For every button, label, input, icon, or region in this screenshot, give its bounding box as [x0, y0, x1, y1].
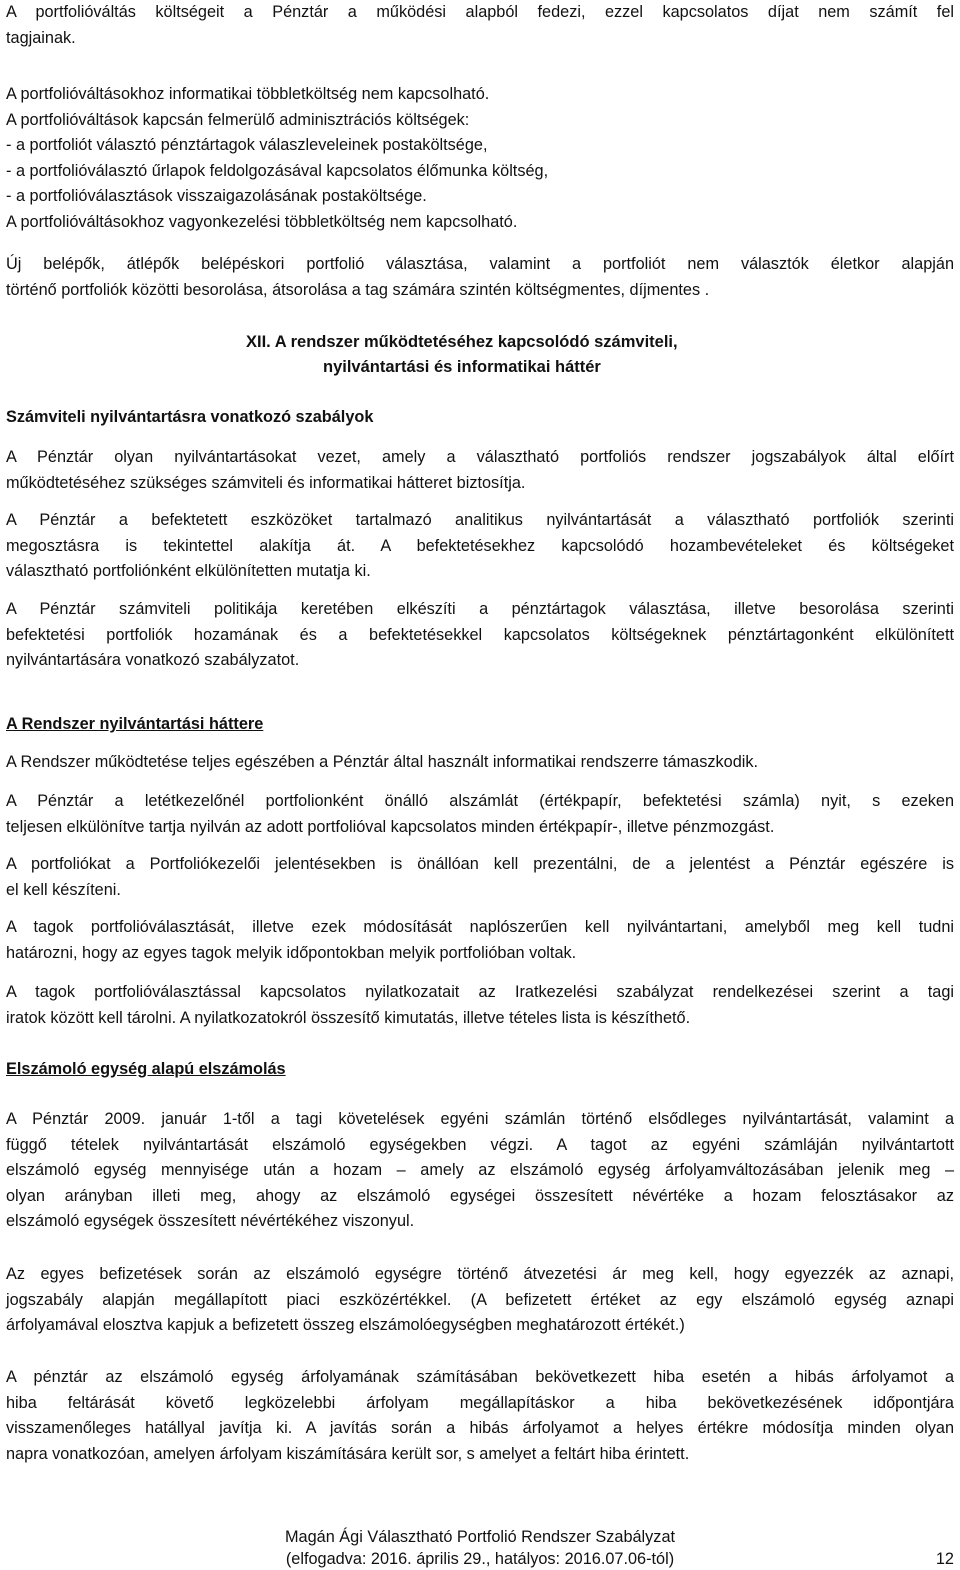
text-line: - a portfoliót választó pénztártagok válaszleveleinek postaköltsége, [6, 136, 488, 154]
text-line: tagjainak. [6, 28, 76, 47]
paragraph-analytics [6, 508, 954, 585]
text-line: A Rendszer működtetése teljes egészében a Pénztár által használt informatikai rendszerre támaszkodik. [6, 753, 759, 771]
page-footer [0, 1526, 960, 1570]
paragraph-reports [6, 852, 954, 903]
text-line: A portfolióváltások kapcsán felmerülő adminisztrációs költségek: [6, 110, 470, 129]
chapter-title [246, 330, 746, 380]
text-line: A portfolióváltás költségeit a Pénztár a működési alapból fedezi, ezzel kapcsolatos díjat nem számít fel [6, 3, 954, 21]
text-line: - a portfolióválasztások visszaigazolásának postaköltsége. [6, 187, 427, 205]
text-line: iratok között kell tárolni. A nyilatkozatokról összesítő kimutatás, illetve tételes lista is készíthető. [6, 1008, 691, 1027]
text-line: A tagok portfolióválasztással kapcsolatos nyilatkozatait az Iratkezelési szabályzat rendelkezései szerint a tagi [6, 983, 954, 1001]
text-line: A tagok portfolióválasztását, illetve ezek módosítását naplószerűen kell nyilvántartani, amelyből meg kell tudni [6, 918, 954, 936]
footer-dates: (elfogadva: 2016. április 29., hatályos: 2016.07.06-tól) [285, 1550, 675, 1568]
paragraph-portfolio-switch-cost [6, 0, 954, 51]
text-line: elszámoló egységek összesített névértékéhez viszonyul. [6, 1212, 415, 1230]
text-line: el kell készíteni. [6, 880, 121, 899]
chapter-title-line-2: nyilvántartási és informatikai háttér [323, 358, 601, 376]
paragraph-accounting-policy [6, 597, 954, 674]
paragraph-records [6, 445, 954, 496]
text-line: A portfolióváltásokhoz informatikai többletköltség nem kapcsolható. [6, 85, 490, 103]
text-line: A Pénztár számviteli politikája keretében elkészíti a pénztártagok választása, illetve besorolása szerinti [6, 600, 954, 618]
footer-title: Magán Ági Választható Portfolió Rendszer Szabályzat [284, 1528, 676, 1546]
paragraph-it-system [6, 750, 954, 776]
text-line: nyilvántartására vonatkozó szabályzatot. [6, 651, 300, 669]
paragraph-correction [6, 1365, 954, 1467]
paragraph-member-log [6, 915, 954, 966]
text-line: visszamenőleges hatállyal javítja ki. A javítás során a hibás árfolyamot a helyes értékre módosítja minden olyan [6, 1419, 954, 1437]
text-line: határozni, hogy az egyes tagok melyik időpontokban melyik portfolióban voltak. [6, 943, 577, 962]
text-line: teljesen elkülönítve tartja nyilván az adott portfolióval kapcsolatos minden értékpapír-, illetve pénzmozgást. [6, 817, 775, 836]
text-line: megosztásra is tekintettel alakítja át. A befektetésekhez kapcsolódó hozambevételeket és költségeket [6, 536, 954, 555]
paragraph-payments [6, 1262, 954, 1339]
text-line: működtetéséhez szükséges számviteli és informatikai hátteret biztosítja. [6, 473, 526, 492]
paragraph-custodian [6, 789, 954, 840]
text-line: A portfolióváltásokhoz vagyonkezelési többletköltség nem kapcsolható. [6, 212, 518, 231]
heading-accounting-rules: Számviteli nyilvántartásra vonatkozó szabályok [6, 408, 374, 426]
text-line: befektetési portfoliók hozamának és a befektetésekkel kapcsolatos költségeknek pénztártagonként elkülönített [6, 625, 954, 644]
page-number: 12 [935, 1550, 954, 1568]
text-line: A Pénztár a befektetett eszközöket tartalmazó analitikus nyilvántartását a választható portfoliók szerinti [6, 511, 954, 529]
text-line: történő portfoliók közötti besorolása, átsorolása a tag számára szintén költségmentes, díjmentes . [6, 280, 710, 299]
paragraph-units [6, 1107, 954, 1235]
text-line: választható portfoliónként elkülönítetten mutatja ki. [6, 562, 371, 580]
text-line: Új belépők, átlépők belépéskori portfolió választása, valamint a portfoliót nem választók életkor alapján [6, 255, 954, 273]
text-line: függő tételek nyilvántartását elszámoló egységekben végzi. A tagot az egyéni számláján nyilvántartott [6, 1135, 954, 1154]
text-line: elszámoló egység mennyisége után a hozam – amely az elszámoló egység árfolyamváltozásában jelenik meg – [6, 1161, 954, 1179]
paragraph-new-members [6, 252, 954, 303]
paragraph-declarations [6, 980, 954, 1031]
text-line: jogszabály alapján megállapított piaci eszközértékkel. (A befizetett értéket az egy elszámoló egység aznapi [6, 1290, 954, 1309]
text-line: Az egyes befizetések során az elszámoló egységre történő átvezetési ár meg kell, hogy egyezzék az aznapi, [6, 1265, 954, 1283]
text-line: olyan arányban illeti meg, ahogy az elszámoló egységei összesített névértéke a hozam felosztásakor az [6, 1186, 954, 1205]
text-line: napra vonatkozóan, amelyen árfolyam kiszámítására került sor, s amelyet a feltárt hiba érintett. [6, 1444, 690, 1463]
text-line: A pénztár az elszámoló egység árfolyamának számításában bekövetkezett hiba esetén a hibás árfolyamot a [6, 1368, 954, 1386]
text-line: A portfoliókat a Portfoliókezelői jelentésekben is önállóan kell prezentálni, de a jelentést a Pénztár egészére is [6, 855, 954, 873]
text-line: - a portfolióválasztó űrlapok feldolgozásával kapcsolatos élőmunka költség, [6, 161, 549, 180]
paragraph-admin-costs [6, 82, 954, 235]
heading-system-background: A Rendszer nyilvántartási háttere [6, 715, 264, 733]
heading-unit-accounting: Elszámoló egység alapú elszámolás [6, 1060, 286, 1078]
chapter-title-line-1: XII. A rendszer működtetéséhez kapcsolódó számviteli, [246, 333, 678, 351]
text-line: A Pénztár a letétkezelőnél portfolionként önálló alszámlát (értékpapír, befektetési számla) nyit, s ezeken [6, 792, 954, 810]
text-line: A Pénztár 2009. január 1-től a tagi követelések egyéni számlán történő elsődleges nyilvántartását, valamint a [6, 1110, 954, 1128]
text-line: árfolyamával elosztva kapjuk a befizetett összeg elszámolóegységben meghatározott értékét.) [6, 1316, 685, 1334]
text-line: hiba feltárását követő legközelebbi árfolyam megállapításkor a hiba bekövetkezésének időpontjára [6, 1393, 954, 1412]
text-line: A Pénztár olyan nyilvántartásokat vezet, amely a választható portfoliós rendszer jogszabályok által előírt [6, 448, 954, 466]
